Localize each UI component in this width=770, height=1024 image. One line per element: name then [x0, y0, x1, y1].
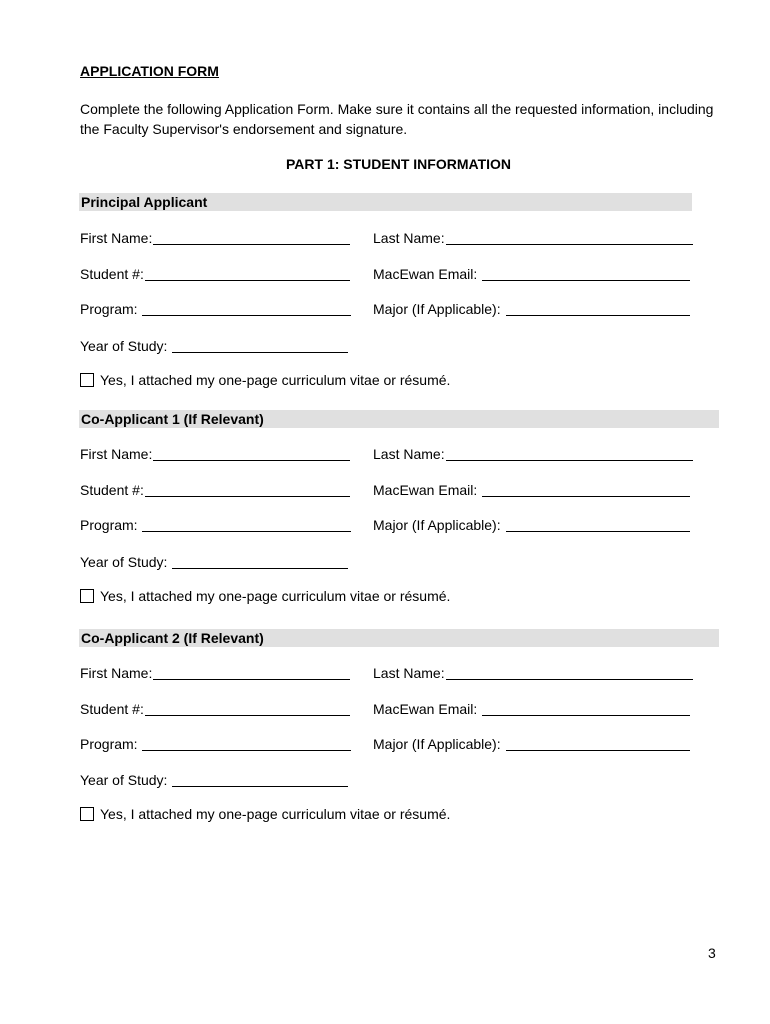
cv-checkbox-row[interactable]: Yes, I attached my one-page curriculum vitae or résumé. [80, 372, 450, 388]
year-of-study-input[interactable] [172, 554, 348, 569]
major-field[interactable]: Major (If Applicable): [373, 301, 690, 317]
last-name-field[interactable]: Last Name: [373, 230, 693, 246]
email-field[interactable]: MacEwan Email: [373, 482, 690, 498]
program-input[interactable] [142, 736, 351, 751]
cv-checkbox-row[interactable]: Yes, I attached my one-page curriculum vitae or résumé. [80, 806, 450, 822]
email-field[interactable]: MacEwan Email: [373, 266, 690, 282]
first-name-input[interactable] [153, 446, 350, 461]
form-instructions: Complete the following Application Form. Make sure it contains all the requested information, including the Faculty Supervisor's endorsement and signature. [80, 101, 714, 137]
last-name-input[interactable] [446, 446, 693, 461]
program-input[interactable] [142, 301, 351, 316]
email-input[interactable] [482, 701, 690, 716]
last-name-field[interactable]: Last Name: [373, 665, 693, 681]
form-title: APPLICATION FORM [80, 63, 219, 79]
program-field[interactable]: Program: [80, 301, 351, 317]
email-input[interactable] [482, 266, 690, 281]
section-title: Co-Applicant 2 (If Relevant) [81, 630, 264, 646]
year-of-study-field[interactable]: Year of Study: [80, 338, 348, 354]
student-number-field[interactable]: Student #: [80, 482, 350, 498]
last-name-input[interactable] [446, 230, 693, 245]
major-field[interactable]: Major (If Applicable): [373, 517, 690, 533]
year-of-study-field[interactable]: Year of Study: [80, 772, 348, 788]
last-name-field[interactable]: Last Name: [373, 446, 693, 462]
first-name-field[interactable]: First Name: [80, 446, 350, 462]
year-of-study-field[interactable]: Year of Study: [80, 554, 348, 570]
major-field[interactable]: Major (If Applicable): [373, 736, 690, 752]
year-of-study-input[interactable] [172, 338, 348, 353]
program-field[interactable]: Program: [80, 517, 351, 533]
section-header-principal-applicant [79, 193, 692, 211]
email-input[interactable] [482, 482, 690, 497]
first-name-input[interactable] [153, 230, 350, 245]
section-header-co-applicant-2 [79, 629, 719, 647]
student-number-input[interactable] [145, 482, 350, 497]
year-of-study-input[interactable] [172, 772, 348, 787]
last-name-input[interactable] [446, 665, 693, 680]
student-number-field[interactable]: Student #: [80, 701, 350, 717]
student-number-input[interactable] [145, 266, 350, 281]
section-title: Principal Applicant [81, 194, 208, 210]
cv-checkbox[interactable] [80, 373, 94, 387]
program-input[interactable] [142, 517, 351, 532]
first-name-input[interactable] [153, 665, 350, 680]
cv-checkbox[interactable] [80, 807, 94, 821]
cv-checkbox-row[interactable]: Yes, I attached my one-page curriculum vitae or résumé. [80, 588, 450, 604]
first-name-field[interactable]: First Name: [80, 230, 350, 246]
email-field[interactable]: MacEwan Email: [373, 701, 690, 717]
cv-checkbox[interactable] [80, 589, 94, 603]
section-title: Co-Applicant 1 (If Relevant) [81, 411, 264, 427]
page-number: 3 [708, 945, 716, 961]
major-input[interactable] [506, 736, 690, 751]
student-number-field[interactable]: Student #: [80, 266, 350, 282]
first-name-field[interactable]: First Name: [80, 665, 350, 681]
part-title: PART 1: STUDENT INFORMATION [285, 156, 512, 172]
student-number-input[interactable] [145, 701, 350, 716]
major-input[interactable] [506, 301, 690, 316]
section-header-co-applicant-1 [79, 410, 719, 428]
program-field[interactable]: Program: [80, 736, 351, 752]
major-input[interactable] [506, 517, 690, 532]
